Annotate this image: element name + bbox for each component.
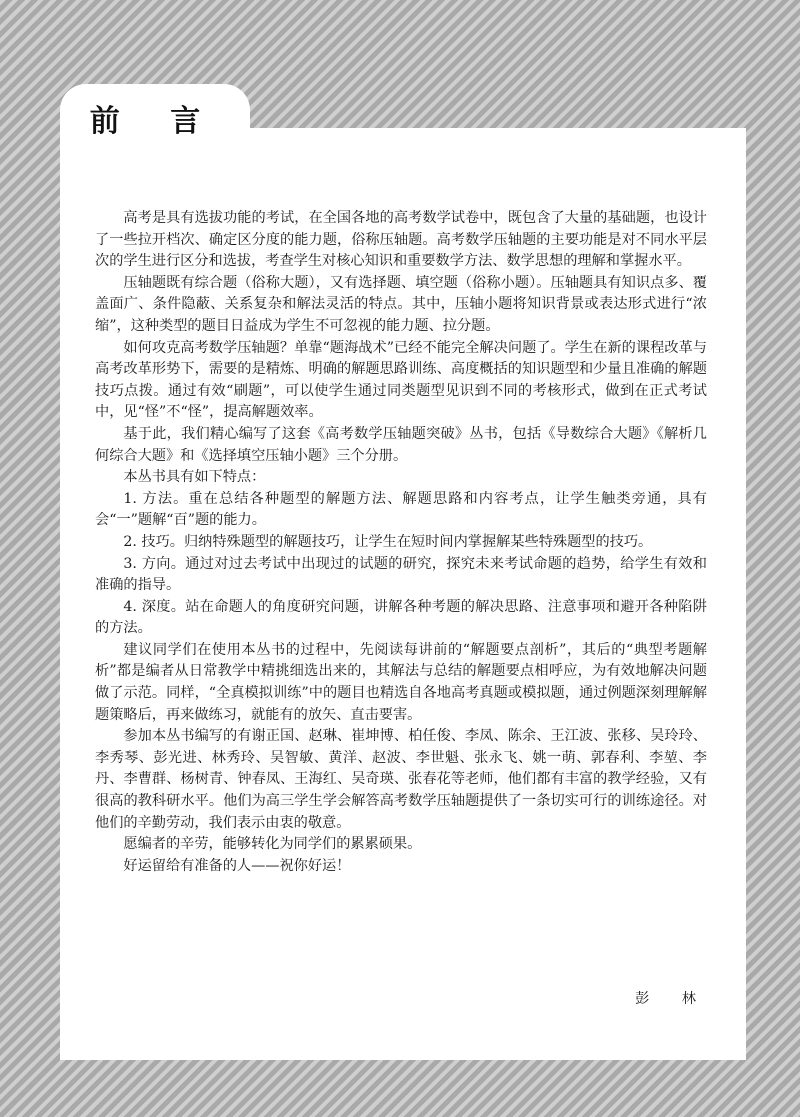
list-item: 1. 方法。重在总结各种题型的解题方法、解题思路和内容考点，让学生触类旁通，具有会“一”题解“百”题的能力。 (95, 490, 707, 529)
paragraph: 如何攻克高考数学压轴题？单靠“题海战术”已经不能完全解决问题了。学生在新的课程改革与高考改革形势下，需要的是精炼、明确的解题思路训练、高度概括的知识题型和少量且准确的解题技巧点拨。通过有效“刷题”，可以使学生通过同类题型见识到不同的考核形式，做到在正式考试中，见“怪”不“怪”，提高解题效率。 (95, 339, 707, 421)
preface-body (95, 208, 707, 877)
page-title: 前 言 (89, 104, 221, 139)
paragraph: 基于此，我们精心编写了这套《高考数学压轴题突破》丛书，包括《导数综合大题》《解析几何综合大题》和《选择填空压轴小题》三个分册。 (95, 425, 707, 464)
list-item: 2. 技巧。归纳特殊题型的解题技巧，让学生在短时间内掌握解某些特殊题型的技巧。 (123, 533, 653, 550)
list-item: 3. 方向。通过对过去考试中出现过的试题的研究，探究未来考试命题的趋势，给学生有效和准确的指导。 (95, 555, 707, 594)
list-item: 4. 深度。站在命题人的角度研究问题，讲解各种考题的解决思路、注意事项和避开各种陷阱的方法。 (95, 598, 707, 637)
paragraph: 建议同学们在使用本丛书的过程中，先阅读每讲前的“解题要点剖析”，其后的“典型考题解析”都是编者从日常教学中精挑细选出来的，其解法与总结的解题要点相呼应，为有效地解决问题做了示范。同样，“全真模拟训练”中的题目也精选自各地高考真题或模拟题，通过例题深刻理解解题策略后，再来做练习，就能有的放矢、直击要害。 (95, 641, 707, 723)
paragraph: 压轴题既有综合题（俗称大题），又有选择题、填空题（俗称小题）。压轴题具有知识点多、覆盖面广、条件隐蔽、关系复杂和解法灵活的特点。其中，压轴小题将知识背景或表达形式进行“浓缩”，这种类型的题目日益成为学生不可忽视的能力题、拉分题。 (95, 274, 707, 334)
paragraph: 愿编者的辛劳，能够转化为同学们的累累硕果。 (123, 836, 422, 853)
title-tab (60, 84, 250, 154)
paragraph: 好运留给有准备的人——祝你好运！ (123, 857, 351, 874)
paragraph: 参加本丛书编写的有谢正国、赵琳、崔坤博、柏任俊、李凤、陈余、王江波、张移、吴玲玲、李秀琴、彭光进、林秀玲、吴智敏、黄洋、赵波、李世魁、张永飞、姚一萌、郭春利、李堃、李丹、李曹群、杨树青、钟春凤、王海红、吴奇瑛、张春花等老师，他们都有丰富的教学经验，又有很高的教科研水平。他们为高三学生学会解答高考数学压轴题提供了一条切实可行的训练途径。对他们的辛勤劳动，我们表示由衷的敬意。 (95, 728, 707, 831)
paragraph: 本丛书具有如下特点： (123, 469, 266, 486)
author-signature: 彭 林 (635, 991, 710, 1007)
paragraph: 高考是具有选拔功能的考试，在全国各地的高考数学试卷中，既包含了大量的基础题，也设计了一些拉开档次、确定区分度的能力题，俗称压轴题。高考数学压轴题的主要功能是对不同水平层次的学生进行区分和选拔，考查学生对核心知识和重要数学方法、数学思想的理解和掌握水平。 (95, 210, 707, 270)
